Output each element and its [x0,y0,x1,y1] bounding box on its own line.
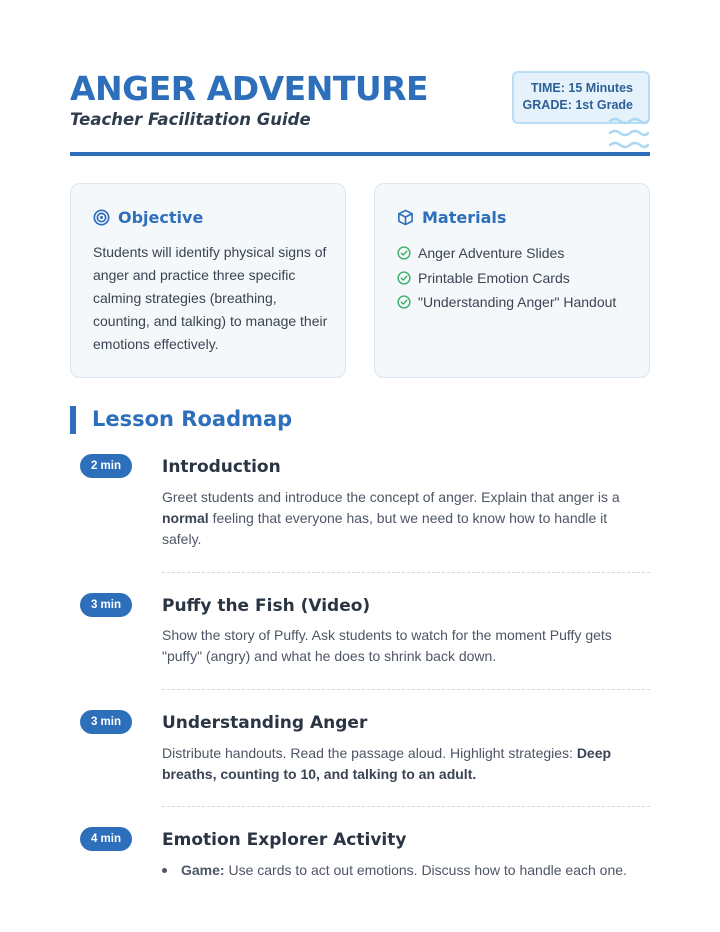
check-circle-icon [397,295,411,309]
duration-badge: 3 min [80,593,132,617]
step-title: Understanding Anger [162,713,368,733]
step-title: Emotion Explorer Activity [162,830,407,850]
step-divider [162,572,650,573]
check-circle-icon [397,246,411,260]
duration-badge: 4 min [80,827,132,851]
step-text: Greet students and introduce the concept of anger. Explain that anger is a [162,489,620,505]
step-text-bold: Deep breaths, counting to 10, and talking to an adult. [162,745,612,782]
materials-item-label: Printable Emotion Cards [418,269,570,286]
materials-item [397,266,616,291]
page-title: ANGER ADVENTURE [70,69,429,108]
materials-title: Materials [422,208,507,227]
box-icon [397,209,414,226]
header-rule [70,152,650,156]
materials-header [397,208,506,227]
step-description: Show the story of Puffy. Ask students to watch for the moment Puffy gets "puffy" (angry) and what he does to shrink back down. [162,627,612,664]
target-icon [93,209,110,226]
duration-badge: 2 min [80,454,132,478]
bullet-dot [162,868,167,873]
step-text: Distribute handouts. Read the passage aloud. Highlight strategies: [162,745,577,761]
step-title: Introduction [162,457,281,477]
grade-label: GRADE: 1st Grade [522,98,633,112]
objective-header [93,208,203,227]
objective-card [70,183,346,378]
roadmap-title: Lesson Roadmap [92,407,293,431]
materials-list [397,241,616,315]
materials-item-label: "Understanding Anger" Handout [418,294,617,310]
activity-bullet [162,860,650,881]
materials-item [397,241,616,266]
bullet-text: Use cards to act out emotions. Discuss how to handle each one. [224,862,627,878]
step-title: Puffy the Fish (Video) [162,596,371,616]
check-circle-icon [397,271,411,285]
objective-title: Objective [118,208,204,227]
step-description [162,743,650,785]
objective-text: Students will identify physical signs of anger and practice three specific calming strategies (breathing, counting, and talking) to manage their emotions effectively. [93,244,328,352]
materials-item [397,290,616,315]
page-subtitle: Teacher Facilitation Guide [70,110,311,129]
waves-icon [608,116,650,152]
step-text-bold: normal [162,510,209,526]
bullet-label: Game: [181,862,225,878]
time-label: TIME: 15 Minutes [530,81,633,95]
step-divider [162,806,650,807]
step-text: feeling that everyone has, but we need to know how to handle it safely. [162,510,608,547]
section-accent-bar [70,406,76,434]
materials-card [374,183,650,378]
step-divider [162,689,650,690]
duration-badge: 3 min [80,710,132,734]
step-description [162,487,650,550]
materials-item-label: Anger Adventure Slides [418,245,565,261]
